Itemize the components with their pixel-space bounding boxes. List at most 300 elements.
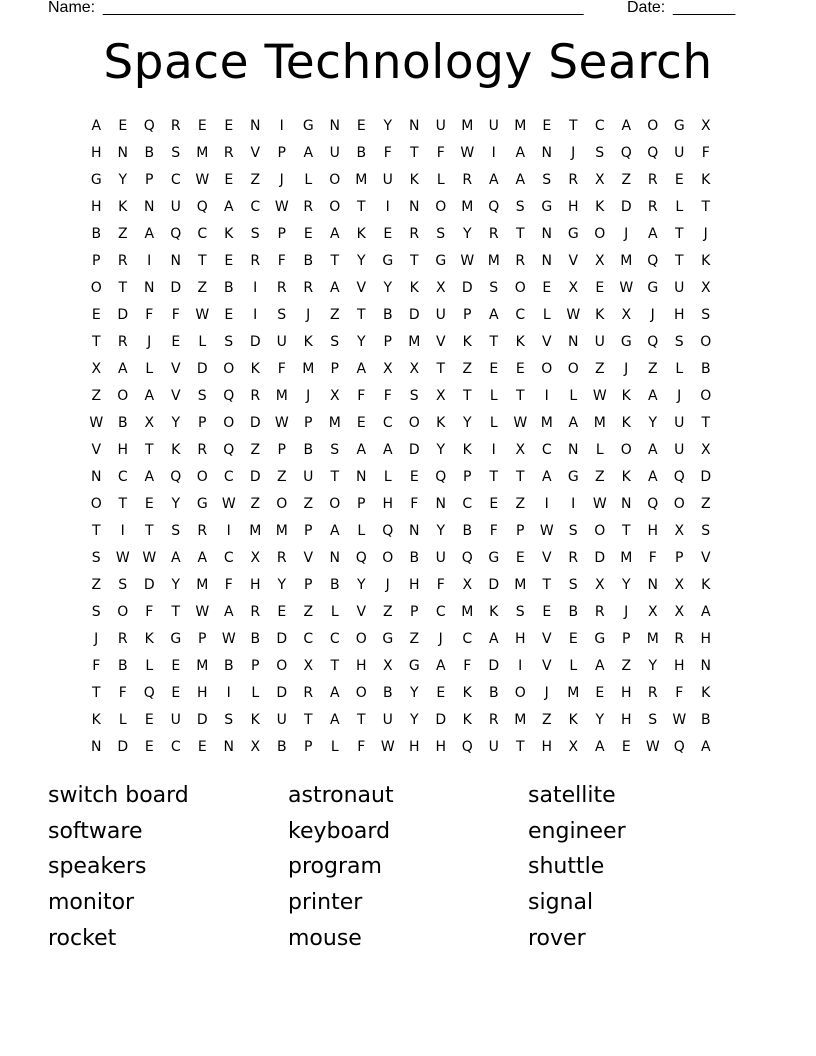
grid-row <box>83 302 733 329</box>
grid-letter: S <box>595 145 605 161</box>
grid-letter: F <box>383 145 392 161</box>
grid-letter: N <box>435 496 446 512</box>
grid-row <box>83 113 733 140</box>
grid-letter: U <box>276 712 287 728</box>
grid-letter: R <box>303 685 314 701</box>
grid-letter: C <box>541 442 552 458</box>
grid-letter: P <box>277 145 286 161</box>
grid-letter: E <box>224 172 234 188</box>
grid-letter: T <box>489 334 499 350</box>
grid-letter: P <box>277 226 286 242</box>
grid-letter: S <box>250 226 260 242</box>
grid-letter: R <box>276 280 287 296</box>
grid-letter: Z <box>303 496 314 512</box>
grid-letter: O <box>223 361 235 377</box>
grid-letter: G <box>196 496 208 512</box>
grid-letter: Y <box>436 442 446 458</box>
grid-letter: T <box>701 415 711 431</box>
grid-letter: P <box>357 496 366 512</box>
grid-letter: D <box>408 307 420 323</box>
grid-letter: D <box>435 712 447 728</box>
grid-letter: P <box>463 307 472 323</box>
grid-letter: X <box>700 118 711 134</box>
grid-letter: B <box>329 577 340 593</box>
word-list-item: keyboard <box>288 818 391 844</box>
grid-letter: Y <box>595 712 605 728</box>
grid-letter: U <box>488 739 499 755</box>
grid-letter: P <box>304 523 313 539</box>
grid-letter: O <box>329 199 341 215</box>
grid-letter: X <box>674 577 685 593</box>
word-list-item: monitor <box>48 890 135 916</box>
grid-letter: I <box>253 280 258 296</box>
grid-letter: K <box>250 361 260 377</box>
grid-letter: W <box>221 631 236 647</box>
grid-letter: C <box>197 226 208 242</box>
grid-letter: X <box>435 388 446 404</box>
grid-letter: X <box>594 253 605 269</box>
grid-letter: O <box>117 604 129 620</box>
grid-letter: B <box>382 685 393 701</box>
grid-letter: Q <box>647 496 659 512</box>
grid-letter: Y <box>171 496 181 512</box>
grid-letter: L <box>436 172 445 188</box>
grid-letter: W <box>274 199 289 215</box>
grid-letter: H <box>647 523 659 539</box>
grid-row <box>83 140 733 167</box>
grid-letter: V <box>541 334 552 350</box>
grid-letter: E <box>436 685 446 701</box>
word-list-item: engineer <box>528 818 626 844</box>
grid-letter: S <box>197 388 207 404</box>
grid-letter: Q <box>461 550 473 566</box>
grid-letter: E <box>542 280 552 296</box>
grid-letter: D <box>249 469 261 485</box>
grid-letter: X <box>435 280 446 296</box>
grid-letter: J <box>306 307 311 323</box>
grid-letter: O <box>514 280 526 296</box>
grid-letter: X <box>462 577 473 593</box>
grid-letter: W <box>672 712 687 728</box>
grid-letter: I <box>226 685 231 701</box>
grid-letter: K <box>701 685 711 701</box>
grid-letter: T <box>330 658 340 674</box>
grid-letter: A <box>541 469 552 485</box>
grid-letter: J <box>306 388 311 404</box>
grid-letter: T <box>91 334 101 350</box>
grid-letter: H <box>673 658 685 674</box>
grid-letter: E <box>144 712 154 728</box>
date-blank-line: _______ <box>673 0 736 16</box>
grid-letter: O <box>435 199 447 215</box>
grid-letter: E <box>224 307 234 323</box>
word-list-item: printer <box>288 890 363 916</box>
grid-letter: Q <box>170 226 182 242</box>
grid-letter: A <box>329 280 340 296</box>
grid-letter: H <box>514 631 526 647</box>
grid-letter: S <box>674 334 684 350</box>
grid-letter: A <box>329 226 340 242</box>
grid-letter: S <box>568 523 578 539</box>
grid-letter: Y <box>356 253 366 269</box>
date-label: Date: <box>627 0 666 16</box>
grid-letter: E <box>515 361 525 377</box>
grid-letter: V <box>435 334 446 350</box>
grid-letter: G <box>567 226 579 242</box>
word-list-item: mouse <box>288 925 362 951</box>
grid-letter: X <box>329 388 340 404</box>
grid-letter: K <box>356 226 366 242</box>
grid-letter: B <box>250 631 261 647</box>
grid-letter: N <box>568 442 579 458</box>
grid-letter: X <box>382 658 393 674</box>
grid-letter: F <box>436 145 445 161</box>
grid-letter: T <box>171 604 181 620</box>
grid-letter: C <box>170 172 181 188</box>
grid-letter: U <box>170 712 181 728</box>
grid-letter: V <box>356 280 367 296</box>
grid-letter: U <box>488 118 499 134</box>
grid-letter: L <box>675 199 684 215</box>
grid-letter: X <box>409 361 420 377</box>
grid-letter: T <box>330 253 340 269</box>
grid-letter: F <box>118 685 127 701</box>
grid-letter: R <box>250 253 261 269</box>
grid-letter: A <box>329 685 340 701</box>
grid-letter: C <box>117 469 128 485</box>
grid-letter: N <box>568 334 579 350</box>
grid-row <box>83 518 733 545</box>
grid-letter: I <box>147 253 152 269</box>
grid-letter: Y <box>118 172 128 188</box>
grid-letter: N <box>621 496 632 512</box>
grid-letter: K <box>409 280 419 296</box>
grid-letter: L <box>330 604 339 620</box>
word-list-item: program <box>288 854 382 880</box>
grid-letter: M <box>196 145 209 161</box>
grid-letter: F <box>145 307 154 323</box>
grid-letter: E <box>171 334 181 350</box>
grid-letter: N <box>356 469 367 485</box>
grid-letter: Y <box>409 685 419 701</box>
grid-letter: G <box>302 118 314 134</box>
grid-letter: C <box>462 631 473 647</box>
grid-row <box>83 599 733 626</box>
grid-letter: W <box>592 496 607 512</box>
word-list-item: switch board <box>48 783 189 808</box>
grid-letter: A <box>329 712 340 728</box>
grid-letter: V <box>700 550 711 566</box>
grid-letter: U <box>674 145 685 161</box>
grid-letter: Z <box>329 307 340 323</box>
grid-letter: S <box>171 523 181 539</box>
word-list-item: signal <box>528 890 594 916</box>
grid-letter: Q <box>620 145 632 161</box>
grid-letter: V <box>356 604 367 620</box>
grid-letter: R <box>223 145 234 161</box>
grid-letter: N <box>250 118 261 134</box>
grid-letter: S <box>277 307 287 323</box>
grid-letter: Q <box>647 145 659 161</box>
grid-letter: E <box>144 739 154 755</box>
grid-row <box>83 545 733 572</box>
grid-letter: Z <box>647 361 658 377</box>
grid-letter: L <box>569 388 578 404</box>
grid-letter: N <box>329 118 340 134</box>
grid-letter: Y <box>383 118 393 134</box>
grid-letter: P <box>251 658 260 674</box>
word-list <box>48 780 768 958</box>
grid-letter: B <box>700 712 711 728</box>
grid-letter: K <box>144 631 154 647</box>
grid-letter: Z <box>276 469 287 485</box>
grid-letter: O <box>673 496 685 512</box>
grid-letter: X <box>700 280 711 296</box>
grid-letter: Q <box>196 199 208 215</box>
grid-letter: A <box>488 172 499 188</box>
grid-letter: K <box>595 307 605 323</box>
grid-letter: W <box>195 172 210 188</box>
grid-letter: A <box>488 307 499 323</box>
grid-letter: I <box>571 496 576 512</box>
grid-letter: S <box>224 712 234 728</box>
grid-letter: T <box>144 523 154 539</box>
grid-letter: W <box>115 550 130 566</box>
grid-letter: N <box>223 739 234 755</box>
grid-letter: S <box>436 226 446 242</box>
grid-letter: P <box>622 631 631 647</box>
grid-letter: W <box>142 550 157 566</box>
grid-letter: R <box>647 199 658 215</box>
grid-letter: J <box>147 334 152 350</box>
grid-letter: A <box>647 226 658 242</box>
grid-letter: T <box>356 199 366 215</box>
grid-letter: C <box>250 199 261 215</box>
grid-letter: K <box>462 442 472 458</box>
grid-letter: E <box>171 685 181 701</box>
grid-letter: Q <box>170 469 182 485</box>
grid-letter: H <box>620 712 632 728</box>
grid-letter: A <box>170 550 181 566</box>
grid-letter: B <box>223 280 234 296</box>
grid-letter: O <box>355 631 367 647</box>
grid-letter: Z <box>382 604 393 620</box>
grid-letter: G <box>567 469 579 485</box>
grid-letter: A <box>647 469 658 485</box>
grid-letter: Y <box>356 577 366 593</box>
grid-letter: T <box>462 388 472 404</box>
grid-row <box>83 167 733 194</box>
grid-letter: U <box>674 280 685 296</box>
grid-letter: W <box>566 307 581 323</box>
grid-letter: K <box>621 469 631 485</box>
grid-letter: A <box>382 442 393 458</box>
grid-letter: Y <box>409 712 419 728</box>
grid-letter: E <box>224 118 234 134</box>
grid-letter: T <box>197 253 207 269</box>
grid-letter: H <box>673 307 685 323</box>
grid-letter: B <box>144 145 155 161</box>
grid-letter: L <box>675 361 684 377</box>
grid-letter: A <box>117 361 128 377</box>
grid-row <box>83 383 733 410</box>
grid-letter: X <box>647 604 658 620</box>
grid-row <box>83 194 733 221</box>
grid-letter: G <box>90 172 102 188</box>
grid-letter: D <box>620 199 632 215</box>
grid-letter: M <box>196 577 209 593</box>
grid-letter: M <box>461 604 474 620</box>
grid-letter: W <box>89 415 104 431</box>
grid-letter: X <box>303 658 314 674</box>
grid-letter: F <box>436 577 445 593</box>
grid-letter: E <box>171 658 181 674</box>
grid-letter: S <box>515 604 525 620</box>
grid-letter: R <box>303 280 314 296</box>
grid-letter: O <box>276 658 288 674</box>
grid-letter: K <box>568 712 578 728</box>
grid-letter: Z <box>462 361 473 377</box>
grid-letter: R <box>170 118 181 134</box>
grid-letter: X <box>250 739 261 755</box>
grid-letter: O <box>700 388 712 404</box>
grid-letter: Z <box>250 496 261 512</box>
grid-letter: X <box>250 550 261 566</box>
grid-letter: Z <box>303 604 314 620</box>
grid-letter: O <box>196 469 208 485</box>
grid-letter: K <box>595 199 605 215</box>
grid-letter: E <box>303 226 313 242</box>
grid-letter: X <box>674 604 685 620</box>
grid-letter: P <box>675 550 684 566</box>
grid-letter: C <box>462 496 473 512</box>
grid-letter: F <box>489 523 498 539</box>
grid-letter: R <box>568 172 579 188</box>
grid-letter: E <box>674 172 684 188</box>
grid-letter: W <box>460 145 475 161</box>
grid-letter: E <box>197 118 207 134</box>
grid-letter: A <box>329 523 340 539</box>
grid-letter: A <box>223 199 234 215</box>
grid-letter: E <box>277 604 287 620</box>
grid-letter: U <box>435 118 446 134</box>
grid-letter: L <box>383 469 392 485</box>
grid-letter: A <box>91 118 102 134</box>
grid-letter: Q <box>647 334 659 350</box>
grid-letter: T <box>568 118 578 134</box>
grid-row <box>83 734 733 761</box>
grid-letter: M <box>302 361 315 377</box>
grid-letter: E <box>197 739 207 755</box>
grid-letter: A <box>197 550 208 566</box>
grid-letter: E <box>118 118 128 134</box>
grid-letter: O <box>594 226 606 242</box>
grid-letter: Z <box>621 172 632 188</box>
grid-letter: J <box>624 604 629 620</box>
grid-letter: F <box>277 361 286 377</box>
grid-letter: O <box>90 496 102 512</box>
grid-letter: W <box>274 415 289 431</box>
grid-letter: A <box>488 631 499 647</box>
grid-letter: T <box>330 469 340 485</box>
grid-letter: O <box>567 361 579 377</box>
grid-letter: T <box>621 523 631 539</box>
grid-letter: M <box>328 415 341 431</box>
grid-letter: F <box>463 658 472 674</box>
grid-letter: Q <box>461 739 473 755</box>
grid-letter: B <box>700 361 711 377</box>
grid-letter: K <box>409 172 419 188</box>
grid-letter: W <box>460 253 475 269</box>
grid-letter: C <box>435 604 446 620</box>
grid-letter: O <box>514 685 526 701</box>
grid-letter: C <box>170 739 181 755</box>
grid-letter: B <box>409 550 420 566</box>
grid-letter: A <box>621 118 632 134</box>
grid-letter: N <box>144 199 155 215</box>
grid-letter: X <box>621 307 632 323</box>
grid-letter: T <box>118 496 128 512</box>
grid-letter: S <box>224 334 234 350</box>
grid-letter: I <box>253 307 258 323</box>
grid-letter: T <box>515 469 525 485</box>
grid-letter: Q <box>673 739 685 755</box>
grid-letter: X <box>674 523 685 539</box>
grid-letter: B <box>117 415 128 431</box>
grid-letter: W <box>195 604 210 620</box>
grid-letter: M <box>514 712 527 728</box>
grid-letter: M <box>461 199 474 215</box>
grid-letter: R <box>117 334 128 350</box>
grid-letter: D <box>700 469 712 485</box>
grid-row <box>83 491 733 518</box>
grid-letter: T <box>515 739 525 755</box>
grid-letter: T <box>542 577 552 593</box>
grid-letter: J <box>624 226 629 242</box>
grid-letter: G <box>382 253 394 269</box>
grid-letter: T <box>303 712 313 728</box>
grid-letter: A <box>647 388 658 404</box>
word-list-item: rocket <box>48 925 117 951</box>
grid-letter: M <box>567 685 580 701</box>
grid-letter: K <box>303 334 313 350</box>
grid-letter: V <box>91 442 102 458</box>
grid-letter: X <box>568 280 579 296</box>
grid-letter: P <box>410 604 419 620</box>
grid-letter: R <box>568 550 579 566</box>
grid-letter: A <box>700 604 711 620</box>
grid-letter: U <box>435 550 446 566</box>
grid-letter: J <box>94 631 99 647</box>
grid-letter: Q <box>488 199 500 215</box>
grid-letter: D <box>408 442 420 458</box>
grid-letter: N <box>409 523 420 539</box>
grid-letter: P <box>304 577 313 593</box>
grid-letter: K <box>621 415 631 431</box>
grid-letter: C <box>594 118 605 134</box>
grid-letter: O <box>408 415 420 431</box>
grid-letter: A <box>435 658 446 674</box>
grid-letter: B <box>462 523 473 539</box>
grid-letter: G <box>435 253 447 269</box>
grid-letter: C <box>223 550 234 566</box>
grid-letter: Y <box>648 658 658 674</box>
grid-letter: P <box>304 415 313 431</box>
grid-letter: M <box>646 631 659 647</box>
grid-letter: Z <box>515 496 526 512</box>
grid-letter: V <box>568 253 579 269</box>
grid-letter: J <box>624 361 629 377</box>
